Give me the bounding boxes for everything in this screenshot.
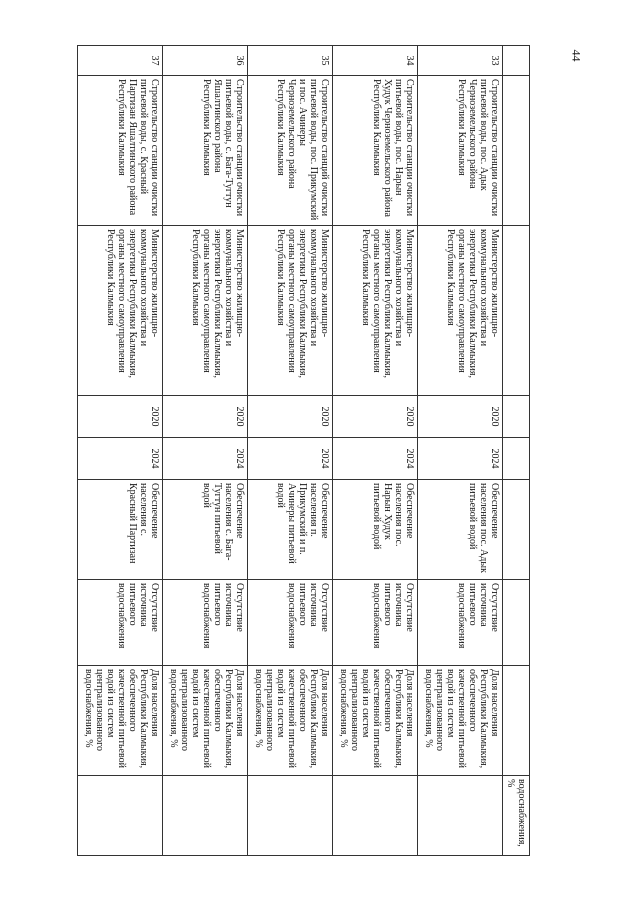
indicator: Доля населения Республики Калмыкия, обеспеченного качественной питьевой водой из систем централизованного водоснабжения, % — [78, 666, 163, 776]
row-number: 35 — [248, 46, 333, 76]
row-number: 37 — [78, 46, 163, 76]
end-year: 2024 — [78, 438, 163, 480]
end-year: 2024 — [248, 438, 333, 480]
page-number: 44 — [569, 49, 584, 62]
table-row — [418, 46, 503, 856]
problem: Отсутствие источника питьевого водоснабжения — [248, 580, 333, 666]
end-year: 2024 — [418, 438, 503, 480]
measures-table — [77, 45, 530, 856]
table-row — [248, 46, 333, 856]
measure-name: Строительство станции очистки питьевой воды, пос. Нарын Худук Черноземельского района Республики Калмыкия — [333, 76, 418, 226]
indicator: Доля населения Республики Калмыкия, обеспеченного качественной питьевой водой из систем централизованного водоснабжения, % — [333, 666, 418, 776]
end-year: 2024 — [163, 438, 248, 480]
expected-result: Обеспечение населения п. Прикумский и п. Ачинеры питьевой водой — [248, 480, 333, 580]
expected-result: Обеспечение населения с. Красный Партизан — [78, 480, 163, 580]
executor: Министерство жилищно-коммунального хозяйства и энергетики Республики Калмыкия, органы местного самоуправления Республики Калмыкия — [418, 226, 503, 396]
executor: Министерство жилищно-коммунального хозяйства и энергетики Республики Калмыкия, органы местного самоуправления Республики Калмыкия — [333, 226, 418, 396]
indicator: Доля населения Республики Калмыкия, обеспеченного качественной питьевой водой из систем централизованного водоснабжения, % — [418, 666, 503, 776]
start-year: 2020 — [248, 396, 333, 438]
start-year: 2020 — [333, 396, 418, 438]
measure-name: Строительство станции очистки питьевой воды, с. Бага-Тугтун Яшалтинского района Республики Калмыкия — [163, 76, 248, 226]
start-year: 2020 — [78, 396, 163, 438]
measure-name: Строительство станции очистки питьевой воды, с. Красный Партизан Яшалтинского района Республики Калмыкия — [78, 76, 163, 226]
rotated-table-container — [60, 45, 530, 855]
problem: Отсутствие источника питьевого водоснабжения — [333, 580, 418, 666]
row-number: 33 — [418, 46, 503, 76]
table-row-top-fragment — [503, 46, 530, 856]
start-year: 2020 — [418, 396, 503, 438]
measure-name: Строительство станции очистки питьевой воды, пос. Адык Черноземельского района Республики Калмыкия — [418, 76, 503, 226]
problem: Отсутствие источника питьевого водоснабжения — [418, 580, 503, 666]
expected-result: Обеспечение населения с. Бага-Тугтун питьевой водой — [163, 480, 248, 580]
indicator: Доля населения Республики Калмыкия, обеспеченного качественной питьевой водой из систем централизованного водоснабжения, % — [248, 666, 333, 776]
expected-result: Обеспечение населения пос. Нарын Худук питьевой водой — [333, 480, 418, 580]
measure-name: Строительство станций очистки питьевой воды, пос. Прикумский и пос. Ачинеры Черноземельского района Республики Калмыкия — [248, 76, 333, 226]
problem: Отсутствие источника питьевого водоснабжения — [163, 580, 248, 666]
start-year: 2020 — [163, 396, 248, 438]
row-number: 34 — [333, 46, 418, 76]
table-row — [333, 46, 418, 856]
expected-result: Обеспечение населения пос. Адык питьевой водой — [418, 480, 503, 580]
table-row — [78, 46, 163, 856]
executor: Министерство жилищно-коммунального хозяйства и энергетики Республики Калмыкия, органы местного самоуправления Республики Калмыкия — [248, 226, 333, 396]
executor: Министерство жилищно-коммунального хозяйства и энергетики Республики Калмыкия, органы местного самоуправления Республики Калмыкия — [163, 226, 248, 396]
problem: Отсутствие источника питьевого водоснабжения — [78, 580, 163, 666]
indicator: Доля населения Республики Калмыкия, обеспеченного качественной питьевой водой из систем централизованного водоснабжения, % — [163, 666, 248, 776]
executor: Министерство жилищно-коммунального хозяйства и энергетики Республики Калмыкия, органы местного самоуправления Республики Калмыкия — [78, 226, 163, 396]
row-number: 36 — [163, 46, 248, 76]
end-year: 2024 — [333, 438, 418, 480]
table-row — [163, 46, 248, 856]
top-fragment-cell: водоснабжения, % — [503, 776, 530, 856]
